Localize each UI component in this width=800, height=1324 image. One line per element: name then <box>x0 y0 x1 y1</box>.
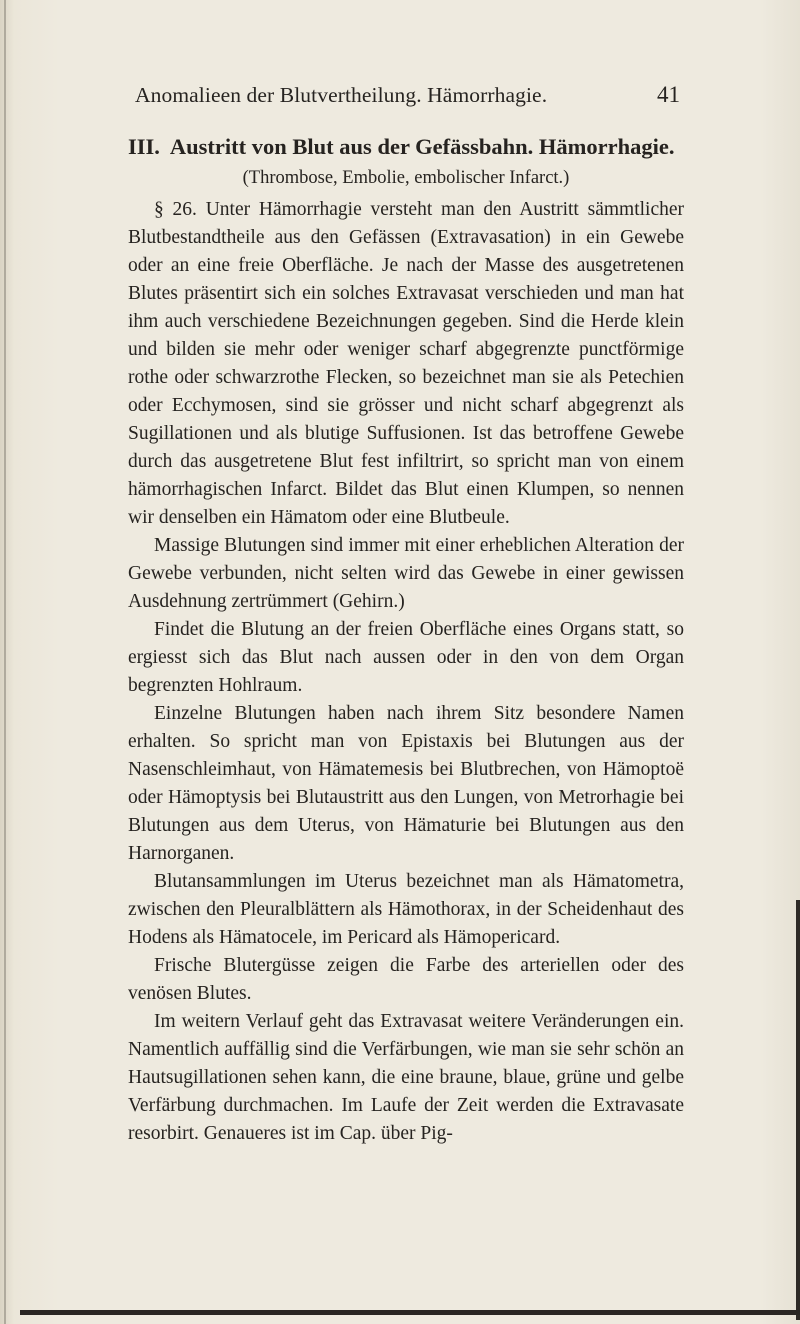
paragraph-1: § 26. Unter Hämorrhagie versteht man den Austritt sämmtlicher Blutbestandtheile aus den Gefässen (Extravasation) in ein Gewebe oder an eine freie Oberfläche. Je nach der Masse des ausgetretenen Blutes präsentirt sich ein solches Extravasat verschieden und man hat ihm auch verschiedene Bezeichnungen gegeben. Sind die Herde klein und bilden sie mehr oder weniger scharf abgegrenzte punctförmige rothe oder schwarzrothe Flecken, so bezeichnet man sie als Petechien oder Ecchymosen, sind sie grösser und nicht scharf abgegrenzt als Sugillationen und als blutige Suffusionen. Ist das betroffene Gewebe durch das ausgetretene Blut fest infiltrirt, so spricht man von einem hämorrhagischen Infarct. Bildet das Blut einen Klumpen, so nennen wir denselben ein Hämatom oder eine Blutbeule. <box>128 199 684 528</box>
paragraph-3: Findet die Blutung an der freien Oberfläche eines Organs statt, so ergiesst sich das Blut nach aussen oder in den von dem Organ begrenzten Hohlraum. <box>128 619 684 696</box>
paragraph-5: Blutansammlungen im Uterus bezeichnet man als Hämatometra, zwischen den Pleuralblättern als Hämothorax, in der Scheidenhaut des Hodens als Hämatocele, im Pericard als Hämopericard. <box>128 871 684 948</box>
section-title: Austritt von Blut aus der Gefässbahn. Hämorrhagie. <box>169 134 675 159</box>
paragraph-7: Im weitern Verlauf geht das Extravasat weitere Veränderungen ein. Namentlich auffällig sind die Verfärbungen, wie man sie sehr schön an Hautsugillationen sehen kann, die eine braune, blaue, grüne und gelbe Verfärbung durchmachen. Im Laufe der Zeit werden die Extravasate resorbirt. Genaueres ist im Cap. über Pig- <box>128 1011 684 1144</box>
page-body <box>128 132 684 1148</box>
section-heading <box>128 132 684 162</box>
page-edge-shadow <box>796 900 800 1320</box>
page-gutter-shadow <box>4 0 6 1324</box>
section-number: III. <box>128 134 160 159</box>
paragraph-4: Einzelne Blutungen haben nach ihrem Sitz besondere Namen erhalten. So spricht man von Epistaxis bei Blutungen aus der Nasenschleimhaut, von Hämatemesis bei Blutbrechen, von Hämoptoë oder Hämoptysis bei Blutaustritt aus den Lungen, von Metrorhagie bei Blutungen aus dem Uterus, von Hämaturie bei Blutungen aus den Harnorganen. <box>128 703 684 864</box>
section-subtitle: (Thrombose, Embolie, embolischer Infarct.) <box>242 168 570 188</box>
page-number: 41 <box>657 82 680 107</box>
paragraph-6: Frische Blutergüsse zeigen die Farbe des arteriellen oder des venösen Blutes. <box>128 955 684 1004</box>
running-head-title: Anomalieen der Blutvertheilung. Hämorrhagie. <box>135 83 548 107</box>
bottom-edge-rule <box>20 1310 800 1315</box>
paragraph-2: Massige Blutungen sind immer mit einer erheblichen Alteration der Gewebe verbunden, nicht selten wird das Gewebe in einer gewissen Ausdehnung zertrümmert (Gehirn.) <box>128 535 684 612</box>
running-head <box>135 82 680 108</box>
